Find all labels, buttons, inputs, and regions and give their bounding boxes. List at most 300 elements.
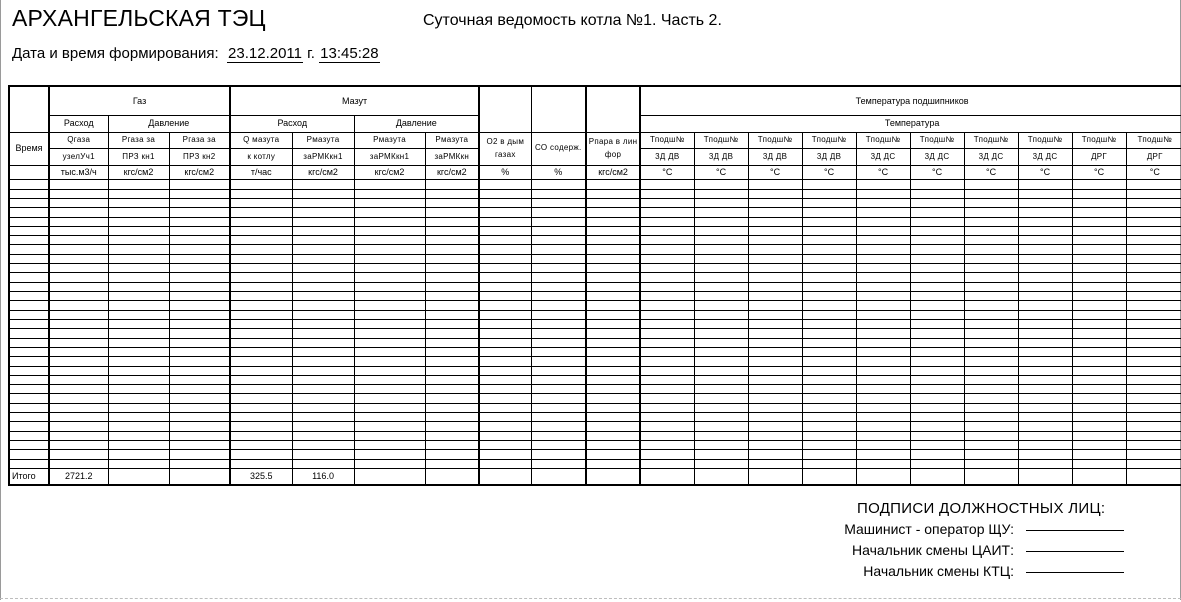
data-cell[interactable] (802, 273, 856, 282)
data-cell[interactable] (425, 375, 479, 384)
data-cell[interactable] (425, 292, 479, 301)
data-cell[interactable] (1072, 459, 1126, 468)
data-cell[interactable] (531, 273, 586, 282)
data-cell[interactable] (694, 292, 748, 301)
data-cell[interactable] (49, 189, 108, 198)
data-cell[interactable] (802, 403, 856, 412)
data-cell[interactable] (748, 236, 802, 245)
data-cell[interactable] (169, 347, 230, 356)
data-cell[interactable] (531, 431, 586, 440)
data-cell[interactable] (479, 357, 531, 366)
data-cell[interactable] (640, 301, 694, 310)
data-cell[interactable] (640, 273, 694, 282)
data-cell[interactable] (910, 403, 964, 412)
data-cell[interactable] (479, 347, 531, 356)
data-cell[interactable] (586, 217, 640, 226)
data-cell[interactable] (531, 366, 586, 375)
data-cell[interactable] (856, 431, 910, 440)
data-cell[interactable] (169, 301, 230, 310)
data-cell[interactable] (9, 319, 49, 328)
data-cell[interactable] (292, 329, 354, 338)
data-cell[interactable] (640, 403, 694, 412)
data-cell[interactable] (354, 422, 425, 431)
data-cell[interactable] (354, 319, 425, 328)
data-cell[interactable] (856, 180, 910, 189)
data-cell[interactable] (108, 403, 169, 412)
data-cell[interactable] (1072, 236, 1126, 245)
data-cell[interactable] (292, 385, 354, 394)
data-cell[interactable] (9, 301, 49, 310)
data-cell[interactable] (1126, 245, 1181, 254)
data-cell[interactable] (354, 254, 425, 263)
data-cell[interactable] (856, 375, 910, 384)
data-cell[interactable] (169, 319, 230, 328)
data-cell[interactable] (9, 264, 49, 273)
data-cell[interactable] (1018, 450, 1072, 459)
data-cell[interactable] (640, 366, 694, 375)
data-cell[interactable] (802, 357, 856, 366)
data-cell[interactable] (479, 422, 531, 431)
data-cell[interactable] (425, 441, 479, 450)
data-cell[interactable] (694, 264, 748, 273)
data-cell[interactable] (586, 422, 640, 431)
data-cell[interactable] (856, 254, 910, 263)
data-cell[interactable] (802, 282, 856, 291)
data-cell[interactable] (1018, 431, 1072, 440)
data-cell[interactable] (479, 366, 531, 375)
data-cell[interactable] (694, 403, 748, 412)
data-cell[interactable] (856, 459, 910, 468)
data-cell[interactable] (802, 264, 856, 273)
data-cell[interactable] (640, 198, 694, 207)
data-cell[interactable] (748, 292, 802, 301)
data-cell[interactable] (531, 459, 586, 468)
data-cell[interactable] (49, 366, 108, 375)
data-cell[interactable] (1072, 292, 1126, 301)
data-cell[interactable] (531, 394, 586, 403)
data-cell[interactable] (1018, 292, 1072, 301)
data-cell[interactable] (531, 450, 586, 459)
data-cell[interactable] (49, 450, 108, 459)
data-cell[interactable] (856, 441, 910, 450)
data-cell[interactable] (856, 422, 910, 431)
data-cell[interactable] (354, 208, 425, 217)
data-cell[interactable] (354, 264, 425, 273)
data-cell[interactable] (748, 310, 802, 319)
data-cell[interactable] (230, 180, 292, 189)
data-cell[interactable] (1126, 273, 1181, 282)
data-cell[interactable] (910, 310, 964, 319)
data-cell[interactable] (1126, 357, 1181, 366)
data-cell[interactable] (748, 282, 802, 291)
data-cell[interactable] (910, 208, 964, 217)
data-cell[interactable] (230, 375, 292, 384)
data-cell[interactable] (230, 189, 292, 198)
data-cell[interactable] (586, 282, 640, 291)
data-cell[interactable] (1072, 180, 1126, 189)
data-cell[interactable] (802, 366, 856, 375)
data-cell[interactable] (694, 254, 748, 263)
data-cell[interactable] (479, 375, 531, 384)
data-cell[interactable] (531, 245, 586, 254)
data-cell[interactable] (694, 310, 748, 319)
data-cell[interactable] (910, 385, 964, 394)
data-cell[interactable] (354, 375, 425, 384)
data-cell[interactable] (49, 292, 108, 301)
data-cell[interactable] (910, 180, 964, 189)
data-cell[interactable] (1018, 245, 1072, 254)
data-cell[interactable] (230, 394, 292, 403)
data-cell[interactable] (531, 357, 586, 366)
data-cell[interactable] (694, 226, 748, 235)
data-cell[interactable] (640, 319, 694, 328)
data-cell[interactable] (169, 450, 230, 459)
data-cell[interactable] (9, 394, 49, 403)
data-cell[interactable] (9, 226, 49, 235)
data-cell[interactable] (230, 413, 292, 422)
data-cell[interactable] (169, 459, 230, 468)
data-cell[interactable] (479, 254, 531, 263)
data-cell[interactable] (748, 180, 802, 189)
data-cell[interactable] (230, 459, 292, 468)
data-cell[interactable] (964, 254, 1018, 263)
data-cell[interactable] (748, 394, 802, 403)
data-cell[interactable] (640, 180, 694, 189)
data-cell[interactable] (292, 394, 354, 403)
data-cell[interactable] (354, 347, 425, 356)
data-cell[interactable] (108, 357, 169, 366)
data-cell[interactable] (748, 198, 802, 207)
data-cell[interactable] (425, 264, 479, 273)
data-cell[interactable] (802, 422, 856, 431)
data-cell[interactable] (1018, 236, 1072, 245)
data-cell[interactable] (354, 273, 425, 282)
data-cell[interactable] (354, 198, 425, 207)
data-cell[interactable] (169, 236, 230, 245)
data-cell[interactable] (748, 189, 802, 198)
data-cell[interactable] (292, 245, 354, 254)
data-cell[interactable] (169, 254, 230, 263)
data-cell[interactable] (1126, 366, 1181, 375)
data-cell[interactable] (108, 198, 169, 207)
data-cell[interactable] (169, 282, 230, 291)
data-cell[interactable] (230, 264, 292, 273)
data-cell[interactable] (586, 273, 640, 282)
data-cell[interactable] (1072, 347, 1126, 356)
data-cell[interactable] (586, 319, 640, 328)
data-cell[interactable] (1072, 254, 1126, 263)
data-cell[interactable] (169, 413, 230, 422)
data-cell[interactable] (748, 254, 802, 263)
data-cell[interactable] (964, 292, 1018, 301)
data-cell[interactable] (910, 301, 964, 310)
data-cell[interactable] (910, 245, 964, 254)
data-cell[interactable] (1018, 301, 1072, 310)
data-cell[interactable] (1126, 226, 1181, 235)
data-cell[interactable] (856, 301, 910, 310)
data-cell[interactable] (964, 282, 1018, 291)
data-cell[interactable] (425, 431, 479, 440)
data-cell[interactable] (49, 180, 108, 189)
data-cell[interactable] (640, 226, 694, 235)
data-cell[interactable] (169, 226, 230, 235)
data-cell[interactable] (1072, 329, 1126, 338)
data-cell[interactable] (856, 338, 910, 347)
data-cell[interactable] (694, 394, 748, 403)
data-cell[interactable] (230, 208, 292, 217)
data-cell[interactable] (910, 413, 964, 422)
data-cell[interactable] (964, 245, 1018, 254)
data-cell[interactable] (425, 310, 479, 319)
data-cell[interactable] (586, 338, 640, 347)
data-cell[interactable] (802, 217, 856, 226)
data-cell[interactable] (964, 413, 1018, 422)
data-cell[interactable] (354, 459, 425, 468)
data-cell[interactable] (910, 292, 964, 301)
data-cell[interactable] (640, 329, 694, 338)
data-cell[interactable] (108, 385, 169, 394)
data-cell[interactable] (531, 329, 586, 338)
data-cell[interactable] (108, 245, 169, 254)
data-cell[interactable] (586, 254, 640, 263)
data-cell[interactable] (694, 385, 748, 394)
data-cell[interactable] (9, 189, 49, 198)
data-cell[interactable] (1072, 319, 1126, 328)
data-cell[interactable] (1018, 385, 1072, 394)
data-cell[interactable] (49, 347, 108, 356)
data-cell[interactable] (640, 459, 694, 468)
data-cell[interactable] (425, 180, 479, 189)
data-cell[interactable] (640, 264, 694, 273)
data-cell[interactable] (425, 282, 479, 291)
data-cell[interactable] (910, 329, 964, 338)
data-cell[interactable] (230, 441, 292, 450)
data-cell[interactable] (9, 375, 49, 384)
data-cell[interactable] (292, 310, 354, 319)
data-cell[interactable] (479, 385, 531, 394)
data-cell[interactable] (910, 459, 964, 468)
data-cell[interactable] (802, 301, 856, 310)
data-cell[interactable] (354, 394, 425, 403)
data-cell[interactable] (1072, 264, 1126, 273)
data-cell[interactable] (479, 459, 531, 468)
data-cell[interactable] (694, 273, 748, 282)
data-cell[interactable] (964, 319, 1018, 328)
data-cell[interactable] (964, 394, 1018, 403)
data-cell[interactable] (479, 301, 531, 310)
data-cell[interactable] (9, 310, 49, 319)
data-cell[interactable] (856, 329, 910, 338)
data-cell[interactable] (1126, 385, 1181, 394)
data-cell[interactable] (1018, 273, 1072, 282)
data-cell[interactable] (479, 292, 531, 301)
data-cell[interactable] (1072, 413, 1126, 422)
data-cell[interactable] (802, 310, 856, 319)
data-cell[interactable] (169, 198, 230, 207)
data-cell[interactable] (1072, 282, 1126, 291)
data-cell[interactable] (748, 226, 802, 235)
data-cell[interactable] (354, 431, 425, 440)
data-cell[interactable] (9, 338, 49, 347)
data-cell[interactable] (108, 459, 169, 468)
data-cell[interactable] (479, 441, 531, 450)
data-cell[interactable] (748, 264, 802, 273)
data-cell[interactable] (479, 180, 531, 189)
data-cell[interactable] (748, 413, 802, 422)
data-cell[interactable] (1126, 459, 1181, 468)
data-cell[interactable] (1126, 236, 1181, 245)
data-cell[interactable] (802, 459, 856, 468)
data-cell[interactable] (856, 292, 910, 301)
data-cell[interactable] (169, 292, 230, 301)
data-cell[interactable] (425, 254, 479, 263)
data-cell[interactable] (9, 180, 49, 189)
data-cell[interactable] (49, 394, 108, 403)
data-cell[interactable] (1072, 301, 1126, 310)
data-cell[interactable] (748, 338, 802, 347)
data-cell[interactable] (230, 347, 292, 356)
data-cell[interactable] (230, 301, 292, 310)
data-cell[interactable] (479, 217, 531, 226)
data-cell[interactable] (9, 357, 49, 366)
data-cell[interactable] (354, 366, 425, 375)
data-cell[interactable] (640, 282, 694, 291)
data-cell[interactable] (169, 338, 230, 347)
data-cell[interactable] (802, 329, 856, 338)
data-cell[interactable] (748, 357, 802, 366)
data-cell[interactable] (1126, 403, 1181, 412)
data-cell[interactable] (49, 441, 108, 450)
data-cell[interactable] (748, 217, 802, 226)
data-cell[interactable] (802, 441, 856, 450)
data-cell[interactable] (425, 459, 479, 468)
data-cell[interactable] (910, 319, 964, 328)
data-cell[interactable] (425, 198, 479, 207)
data-cell[interactable] (169, 264, 230, 273)
data-cell[interactable] (49, 245, 108, 254)
data-cell[interactable] (108, 347, 169, 356)
data-cell[interactable] (479, 208, 531, 217)
data-cell[interactable] (586, 189, 640, 198)
data-cell[interactable] (354, 245, 425, 254)
data-cell[interactable] (1126, 264, 1181, 273)
data-cell[interactable] (531, 189, 586, 198)
data-cell[interactable] (910, 366, 964, 375)
data-cell[interactable] (640, 208, 694, 217)
data-cell[interactable] (354, 357, 425, 366)
data-cell[interactable] (694, 450, 748, 459)
data-cell[interactable] (1072, 450, 1126, 459)
data-cell[interactable] (169, 189, 230, 198)
data-cell[interactable] (1072, 310, 1126, 319)
data-cell[interactable] (49, 254, 108, 263)
data-cell[interactable] (425, 403, 479, 412)
data-cell[interactable] (1126, 301, 1181, 310)
data-cell[interactable] (640, 338, 694, 347)
data-cell[interactable] (748, 459, 802, 468)
data-cell[interactable] (49, 385, 108, 394)
data-cell[interactable] (479, 403, 531, 412)
data-cell[interactable] (108, 375, 169, 384)
data-cell[interactable] (1018, 403, 1072, 412)
data-cell[interactable] (9, 422, 49, 431)
data-cell[interactable] (802, 254, 856, 263)
data-cell[interactable] (694, 338, 748, 347)
data-cell[interactable] (292, 273, 354, 282)
data-cell[interactable] (748, 329, 802, 338)
data-cell[interactable] (694, 347, 748, 356)
data-cell[interactable] (910, 441, 964, 450)
data-cell[interactable] (169, 385, 230, 394)
data-cell[interactable] (910, 236, 964, 245)
data-cell[interactable] (230, 403, 292, 412)
data-cell[interactable] (425, 273, 479, 282)
data-cell[interactable] (1018, 329, 1072, 338)
data-cell[interactable] (640, 217, 694, 226)
data-cell[interactable] (425, 226, 479, 235)
data-cell[interactable] (640, 375, 694, 384)
data-cell[interactable] (9, 198, 49, 207)
data-cell[interactable] (964, 338, 1018, 347)
data-cell[interactable] (169, 366, 230, 375)
data-cell[interactable] (354, 226, 425, 235)
data-cell[interactable] (9, 366, 49, 375)
data-cell[interactable] (108, 413, 169, 422)
data-cell[interactable] (49, 338, 108, 347)
data-cell[interactable] (9, 441, 49, 450)
data-cell[interactable] (531, 310, 586, 319)
data-cell[interactable] (425, 347, 479, 356)
data-cell[interactable] (230, 254, 292, 263)
data-cell[interactable] (169, 441, 230, 450)
data-cell[interactable] (694, 357, 748, 366)
data-cell[interactable] (1126, 319, 1181, 328)
data-cell[interactable] (586, 310, 640, 319)
data-cell[interactable] (479, 236, 531, 245)
data-cell[interactable] (640, 245, 694, 254)
data-cell[interactable] (230, 319, 292, 328)
data-cell[interactable] (531, 413, 586, 422)
data-cell[interactable] (108, 319, 169, 328)
data-cell[interactable] (640, 422, 694, 431)
data-cell[interactable] (856, 226, 910, 235)
data-cell[interactable] (586, 441, 640, 450)
data-cell[interactable] (425, 422, 479, 431)
data-cell[interactable] (1072, 217, 1126, 226)
data-cell[interactable] (49, 310, 108, 319)
data-cell[interactable] (230, 329, 292, 338)
data-cell[interactable] (230, 422, 292, 431)
data-cell[interactable] (169, 329, 230, 338)
data-cell[interactable] (586, 347, 640, 356)
data-cell[interactable] (230, 366, 292, 375)
data-cell[interactable] (354, 329, 425, 338)
data-cell[interactable] (9, 282, 49, 291)
data-cell[interactable] (531, 319, 586, 328)
data-cell[interactable] (531, 338, 586, 347)
data-cell[interactable] (230, 292, 292, 301)
data-cell[interactable] (964, 208, 1018, 217)
data-cell[interactable] (802, 431, 856, 440)
data-cell[interactable] (910, 422, 964, 431)
data-cell[interactable] (964, 189, 1018, 198)
data-cell[interactable] (108, 189, 169, 198)
data-cell[interactable] (230, 357, 292, 366)
data-cell[interactable] (802, 385, 856, 394)
data-cell[interactable] (964, 357, 1018, 366)
data-cell[interactable] (49, 208, 108, 217)
data-cell[interactable] (425, 413, 479, 422)
